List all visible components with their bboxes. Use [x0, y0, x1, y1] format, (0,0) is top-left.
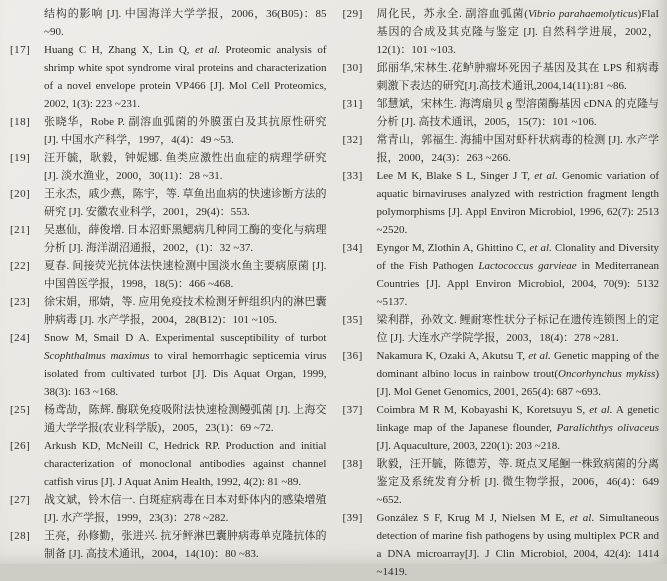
- reference-item: [10, 491, 327, 527]
- italic-latin-name: et al: [569, 512, 592, 524]
- italic-latin-name: et al.: [528, 350, 551, 362]
- reference-text-segment: A genetic linkage map of the Japanese flounder,: [376, 404, 659, 434]
- reference-text: [44, 491, 327, 527]
- reference-text: [44, 437, 327, 491]
- italic-latin-name: et al.: [529, 242, 552, 254]
- reference-text-segment: 战文斌，铃木信一. 白斑症病毒在日本对虾体内的感染增殖 [J]. 水产学报，1999，23(3)：278 ~282.: [44, 494, 327, 524]
- reference-item: [343, 59, 660, 95]
- italic-latin-name: Vibrio parahaemolyticus: [527, 8, 638, 20]
- reference-text-segment: 徐宋娟，邢婧，等. 应用免疫技术检测牙鲆组织内的淋巴囊肿病毒 [J]. 水产学报，2004，28(B12)：101 ~105.: [44, 296, 327, 326]
- reference-text-segment: Clonality and Diversity of the Fish Pathogen: [376, 242, 660, 272]
- reference-number: [37]: [342, 404, 363, 416]
- italic-latin-name: et al.: [589, 404, 613, 416]
- reference-number: [35]: [342, 314, 363, 326]
- reference-text: [377, 95, 660, 131]
- reference-text-segment: Coimbra M R M, Kobayashi K, Koretsuyu S,: [376, 404, 590, 416]
- reference-text: [44, 149, 327, 185]
- reference-item: [10, 185, 327, 221]
- reference-number: [33]: [342, 170, 363, 182]
- reference-text-segment: . Simultaneous detection of marine fish pathogens by using multiplex PCR and a DNA microarray[J]. J Clin Microbiol, 2004, 42(4): 1414 ~1419.: [376, 512, 660, 578]
- reference-text: [377, 59, 660, 95]
- reference-number: [19]: [10, 152, 31, 164]
- reference-text-segment: ) [J]. Mol Genet Genomics, 2001, 265(4): 687 ~693.: [376, 368, 659, 398]
- reference-text-segment: )FlaI 基因的合成及其克隆与鉴定 [J]. 自然科学进展，2002，12(1)：101 ~103.: [376, 8, 659, 56]
- reference-number: [23]: [10, 296, 31, 308]
- reference-text: [377, 5, 660, 59]
- reference-text-segment: 汪开毓，耿毅，钟妮娜. 鱼类应激性出血症的病理学研究 [J]. 淡水渔业，2000，30(11)：28 ~31.: [44, 152, 327, 182]
- reference-number: [24]: [10, 332, 31, 344]
- reference-text: [44, 221, 327, 257]
- reference-item: [10, 401, 327, 437]
- reference-text-segment: 夏春. 间接荧光抗体法快速检测中国淡水鱼主要病原菌 [J]. 中国兽医学报，1998，18(5)：466 ~468.: [44, 260, 327, 290]
- reference-number: [36]: [342, 350, 363, 362]
- italic-latin-name: Paralichthys olivaceus: [556, 422, 659, 434]
- reference-number: [26]: [10, 440, 31, 452]
- reference-text-segment: 周化民，苏永全. 副溶血弧菌(: [376, 8, 528, 20]
- italic-latin-name: et al.: [195, 44, 220, 56]
- reference-item: [343, 311, 660, 347]
- reference-item: [343, 239, 660, 311]
- reference-text-segment: to viral hemorrhagic septicemia virus isolated from cultivated turbot [J]. Dis Aquat Organ, 1999, 38(3): 163 ~168.: [44, 350, 327, 398]
- reference-item: [343, 131, 660, 167]
- reference-item: [10, 149, 327, 185]
- reference-item: [10, 329, 327, 401]
- reference-number: [32]: [342, 134, 363, 146]
- reference-number: [30]: [342, 62, 363, 74]
- reference-number: [29]: [342, 8, 363, 20]
- italic-latin-name: Scophthalmus maximus: [44, 350, 150, 362]
- reference-item: [10, 221, 327, 257]
- reference-number: [20]: [10, 188, 31, 200]
- reference-text: [44, 401, 327, 437]
- reference-text: [377, 167, 660, 239]
- reference-text-segment: Eyngor M, Zlothin A, Ghittino C,: [376, 242, 530, 254]
- reference-text-segment: 杨鸢劼，陈辉. 酶联免疫吸附法快速检测鳗弧菌 [J]. 上海交通大学学报(农业科学版)，2005，23(1)：69 ~72.: [44, 404, 327, 434]
- reference-item: [343, 401, 660, 455]
- reference-text-segment: 梁利群，孙效文. 鲤耐寒性状分子标记在遗传连锁图上的定位 [J]. 大连水产学院学报，2003，18(4)：278 ~281.: [376, 314, 659, 344]
- reference-item: [343, 509, 660, 581]
- reference-number: [22]: [10, 260, 31, 272]
- reference-number: [34]: [342, 242, 363, 254]
- italic-latin-name: Oncorhynchus mykiss: [558, 368, 656, 380]
- reference-text-segment: Arkush KD, McNeill C, Hedrick RP. Production and initial characterization of monoclonal antibodies against channel catfish virus [J]. J Aquat Anim Health, 1992, 4(2): 81 ~89.: [44, 440, 327, 488]
- reference-text-segment: 结构的影响 [J]. 中国海洋大学学报，2006，36(B05)：85 ~90.: [44, 8, 327, 38]
- reference-number: [18]: [10, 116, 31, 128]
- reference-text-segment: Proteomic analysis of shrimp white spot syndrome viral proteins and characterization of a novel envelope protein VP466 [J]. Mol Cell Proteomics, 2002, 1(3): 223 ~231.: [44, 44, 327, 110]
- reference-text: [377, 311, 660, 347]
- reference-text: [377, 455, 660, 509]
- reference-text-segment: González S F, Krug M J, Nielsen M E,: [376, 512, 570, 524]
- reference-text: [44, 527, 327, 563]
- reference-item: [343, 455, 660, 509]
- reference-text-segment: 张晓华，Robe P. 副溶血弧菌的外膜蛋白及其抗原性研究 [J]. 中国水产科学，1997，4(4)：49 ~53.: [44, 116, 327, 146]
- reference-item: [343, 5, 660, 59]
- reference-text-segment: Huang C H, Zhang X, Lin Q,: [44, 44, 196, 56]
- references-column-left: [10, 5, 327, 560]
- reference-item: [10, 113, 327, 149]
- reference-item: [10, 257, 327, 293]
- reference-text-segment: Genomic variation of aquatic birnaviruses analyzed with restriction fragment length polymorphisms [J]. Appl Environ Microbiol, 1996, 62(7): 2513 ~2520.: [376, 170, 659, 236]
- reference-number: [27]: [10, 494, 31, 506]
- reference-item: [10, 437, 327, 491]
- references-column-right: [342, 5, 660, 578]
- reference-text: [44, 257, 327, 293]
- reference-text-segment: 吴惠仙，薛俊增. 日本沼虾黑鳃病几种同工酶的变化与病理分析 [J]. 海洋湖沼通报，2002，(1)：32 ~37.: [44, 224, 327, 254]
- reference-number: [38]: [342, 458, 363, 470]
- reference-text: [377, 401, 660, 455]
- reference-number: [28]: [10, 530, 31, 542]
- reference-text: [377, 131, 660, 167]
- reference-text: [44, 329, 327, 401]
- reference-text: [44, 293, 327, 329]
- reference-text-segment: Genetic mapping of the dominant albino locus in rainbow trout(: [376, 350, 659, 380]
- reference-item: [343, 167, 660, 239]
- reference-text: [44, 185, 327, 221]
- reference-item: [10, 41, 327, 113]
- reference-number: [39]: [342, 512, 363, 524]
- reference-text-segment: Snow M, Smail D A. Experimental susceptibility of turbot: [44, 332, 327, 344]
- reference-text-segment: 王永杰，戚少燕，陈宇，等. 草鱼出血病的快速诊断方法的研究 [J]. 安徽农业科学，2001，29(4)：553.: [44, 188, 327, 218]
- reference-number: [21]: [10, 224, 31, 236]
- reference-item: [10, 527, 327, 563]
- reference-text: [377, 347, 660, 401]
- reference-text-segment: 邱丽华,宋林生.花鲈肿瘤坏死因子基因及其在 LPS 和病毒刺激下表达的研究[J].高技术通讯,2004,14(11):81 ~86.: [376, 62, 659, 92]
- reference-item: [10, 293, 327, 329]
- reference-item: [10, 5, 327, 41]
- italic-latin-name: Lactococcus garvieae: [478, 260, 577, 272]
- reference-text-segment: Nakamura K, Ozaki A, Akutsu T,: [376, 350, 529, 362]
- reference-text-segment: Lee M K, Blake S L, Singer J T,: [376, 170, 535, 182]
- reference-text: [44, 5, 327, 41]
- reference-text: [377, 239, 660, 311]
- reference-text: [377, 509, 660, 581]
- reference-text-segment: 王亮，孙修勤，张进兴. 抗牙鲆淋巴囊肿病毒单克隆抗体的制备 [J]. 高技术通讯，2004，14(10)：80 ~83.: [44, 530, 327, 560]
- reference-number: [17]: [10, 44, 31, 56]
- reference-text-segment: in Mediterranean Countries [J]. Appl Environ Microbiol, 2004, 70(9): 5132 ~5137.: [376, 260, 660, 308]
- reference-text: [44, 41, 327, 113]
- reference-number: [25]: [10, 404, 31, 416]
- italic-latin-name: et al.: [534, 170, 558, 182]
- reference-item: [343, 347, 660, 401]
- reference-number: [31]: [342, 98, 363, 110]
- reference-text: [44, 113, 327, 149]
- reference-item: [343, 95, 660, 131]
- reference-text-segment: 常青山，郭福生. 海捕中国对虾杆状病毒的检测 [J]. 水产学报，2000，24(3)：263 ~266.: [376, 134, 659, 164]
- reference-text-segment: 耿毅，汪开毓，陈德芳，等. 斑点叉尾鮰一株致病菌的分离鉴定及系统发育分析 [J]. 微生物学报，2006，46(4)：649 ~652.: [376, 458, 659, 506]
- reference-text-segment: 邹慧斌，宋林生. 海湾扇贝 g 型溶菌酶基因 cDNA 的克隆与分析 [J]. 高技术通讯，2005，15(7)：101 ~106.: [376, 98, 659, 128]
- reference-text-segment: [J]. Aquaculture, 2003, 220(1): 203 ~218.: [376, 440, 560, 452]
